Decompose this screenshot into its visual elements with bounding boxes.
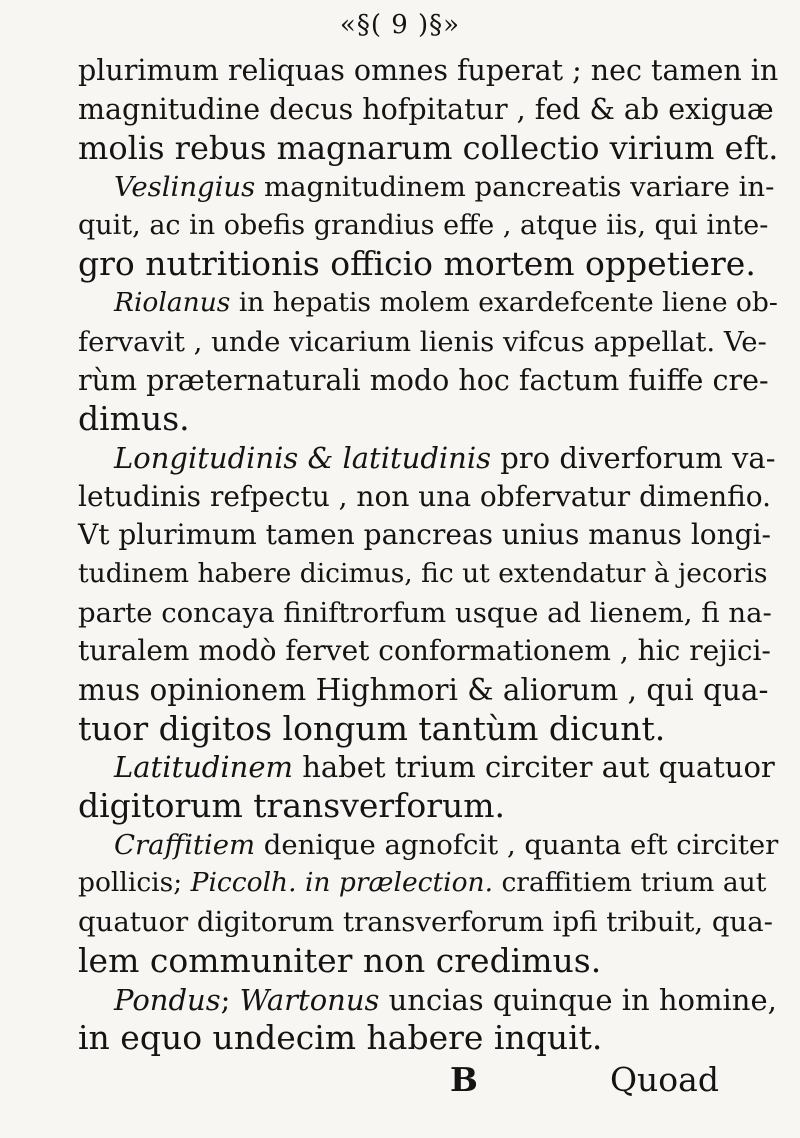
text-segment: turalem modò fervet conformationem , hic rejici- — [78, 634, 771, 668]
text-line — [78, 710, 778, 749]
text-segment: in equo undecim habere inquit. — [78, 1018, 603, 1058]
text-segment: pollicis; — [78, 867, 191, 899]
text-line — [78, 516, 778, 555]
text-segment: tudinem habere dicimus, fic ut extendatur à jecoris — [78, 557, 768, 589]
text-line — [78, 671, 778, 710]
text-segment: mus opinionem Highmori & aliorum , qui qua- — [78, 673, 769, 707]
text-line — [78, 400, 778, 439]
italic-text: Pondus — [114, 982, 221, 1017]
text-line — [78, 632, 778, 671]
text-line — [78, 787, 778, 826]
text-segment: habet trium circiter aut quatuor — [292, 750, 775, 785]
italic-text: Craffitiem — [114, 828, 256, 861]
text-segment: molis rebus magnarum collectio virium eft. — [78, 129, 779, 168]
text-segment: magnitudinem pancreatis variare in- — [255, 171, 775, 204]
text-segment: parte concaya finiftrorfum usque ad lienem, fi na- — [78, 596, 772, 629]
text-segment: plurimum reliquas omnes fuperat ; nec tamen in — [78, 54, 779, 87]
text-segment: magnitudine decus hofpitatur , fed & ab exiguæ — [78, 92, 774, 126]
text-line — [78, 594, 778, 633]
text-line — [78, 1019, 778, 1058]
text-segment: dimus. — [78, 399, 190, 439]
text-segment: ; — [220, 982, 240, 1017]
italic-text: Longitudinis & latitudinis — [114, 440, 491, 475]
text-segment: quit, ac in obefis grandius effe , atque iis, qui inte- — [78, 209, 769, 241]
text-segment: in hepatis molem exardefcente liene ob- — [230, 287, 778, 319]
text-line — [78, 942, 778, 981]
italic-text: Wartonus — [239, 982, 380, 1017]
italic-text: Latitudinem — [114, 750, 293, 785]
text-line — [78, 52, 778, 91]
text-segment: craffitiem trium aut — [493, 867, 767, 899]
text-line — [78, 323, 778, 362]
text-segment: gro nutritionis officio mortem oppetiere. — [78, 244, 756, 284]
text-line — [78, 129, 778, 168]
text-line — [78, 168, 778, 207]
text-line — [78, 555, 778, 594]
text-line — [78, 981, 778, 1020]
text-segment: tuor digitos longum tantùm dicunt. — [78, 708, 666, 748]
text-segment: fervavit , unde vicarium lienis vifcus appellat. Ve- — [78, 325, 767, 358]
text-segment: Vt plurimum tamen pancreas unius manus longi- — [78, 518, 771, 552]
text-line — [78, 903, 778, 942]
text-segment: uncias quinque in homine, — [379, 982, 777, 1017]
catchword: Quoad — [610, 1060, 719, 1099]
text-line — [78, 207, 778, 246]
text-line — [78, 439, 778, 478]
text-line — [78, 864, 778, 903]
text-line — [78, 91, 778, 130]
text-segment: lem communiter non credimus. — [78, 940, 602, 980]
text-segment: quatuor digitorum transverforum ipfi tribuit, qua- — [78, 906, 773, 939]
italic-text: Riolanus — [114, 287, 231, 319]
signature-mark: B — [450, 1060, 478, 1099]
italic-text: Veslingius — [114, 171, 256, 204]
text-line — [78, 748, 778, 787]
text-line — [78, 362, 778, 401]
body-text — [78, 52, 778, 1058]
text-segment: denique agnofcit , quanta eft circiter — [255, 828, 779, 861]
text-segment: digitorum transverforum. — [78, 786, 506, 826]
text-line — [78, 478, 778, 517]
text-line — [78, 284, 778, 323]
text-segment: pro diverforum va- — [491, 440, 776, 475]
page-number: «§( 9 )§» — [339, 10, 461, 40]
italic-text: Piccolh. in prælection. — [190, 867, 494, 899]
text-segment: rùm præternaturali modo hoc factum fuiffe cre- — [78, 363, 769, 397]
text-line — [78, 245, 778, 284]
text-line — [78, 826, 778, 865]
text-segment: letudinis refpectu , non una obfervatur dimenfio. — [78, 479, 772, 513]
